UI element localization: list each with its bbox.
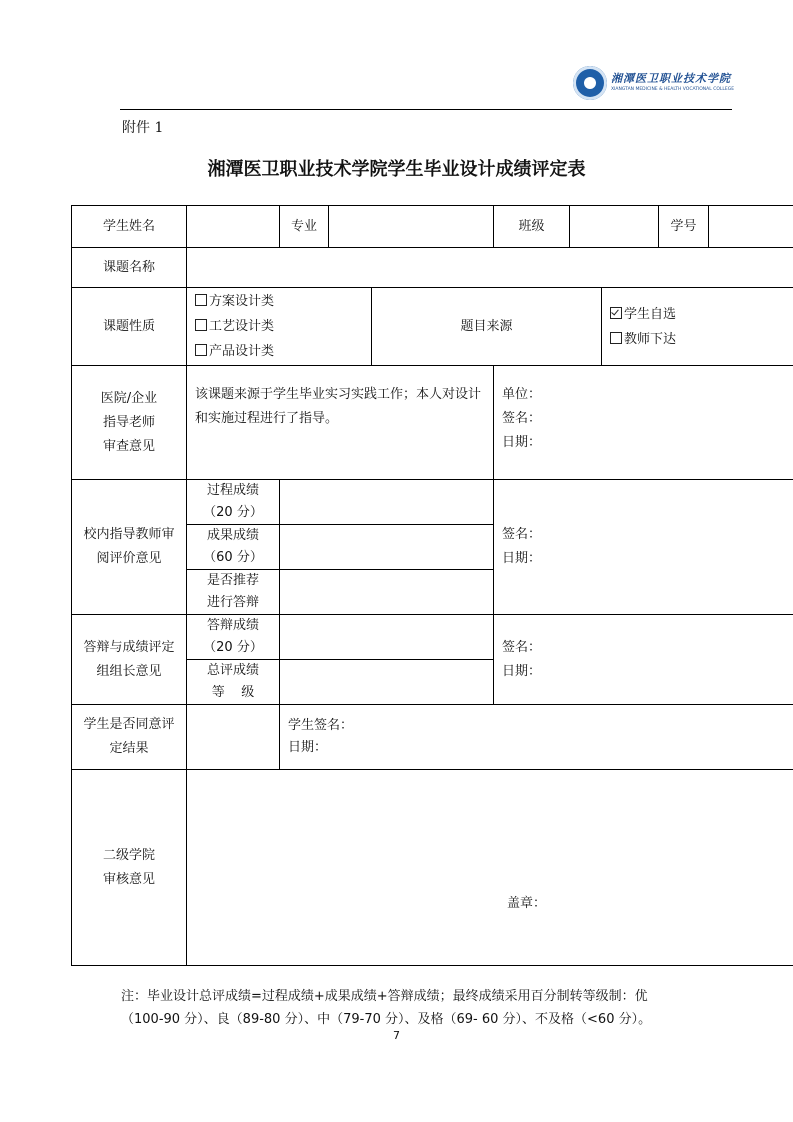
college-emblem-icon: [573, 66, 607, 100]
hospital-signature-area: [494, 366, 793, 480]
page-number: 7: [393, 1029, 400, 1042]
college-review-label: 二级学院 审核意见: [72, 770, 187, 966]
defense-score-row: [72, 615, 793, 660]
student-name-label: 学生姓名: [72, 206, 187, 248]
process-score-field[interactable]: [280, 480, 494, 525]
major-label: 专业: [280, 206, 329, 248]
total-grade-label: 总评成绩 等 级: [187, 660, 280, 705]
topic-source-options: [602, 288, 793, 366]
major-field[interactable]: [329, 206, 494, 248]
student-signature-area: [280, 705, 793, 770]
grade-evaluation-form: [71, 205, 793, 966]
unit-label: 单位：: [502, 387, 542, 402]
student-info-row: [72, 206, 793, 248]
sign-label: 签名：: [502, 411, 542, 426]
hospital-opinion: 该课题来源于学生毕业实习实践工作；本人对设计和实施过程进行了指导。: [187, 366, 494, 480]
total-grade-field[interactable]: [280, 660, 494, 705]
result-score-field[interactable]: [280, 525, 494, 570]
defense-score-label: 答辩成绩 （20 分）: [187, 615, 280, 660]
process-score-label: 过程成绩 （20 分）: [187, 480, 280, 525]
class-label: 班级: [494, 206, 570, 248]
result-score-label: 成果成绩 （60 分）: [187, 525, 280, 570]
defense-group-label: 答辩与成绩评定 组组长意见: [72, 615, 187, 705]
student-id-label: 学号: [659, 206, 709, 248]
header-divider: [120, 109, 732, 110]
student-agree-field[interactable]: [187, 705, 280, 770]
checkbox-icon[interactable]: [610, 332, 622, 344]
college-logo: [573, 66, 735, 102]
checkbox-icon[interactable]: [195, 319, 207, 331]
class-field[interactable]: [570, 206, 659, 248]
topic-nature-row: [72, 288, 793, 366]
page-title: 湘潭医卫职业技术学院学生毕业设计成绩评定表: [207, 159, 586, 180]
checkbox-icon[interactable]: [195, 294, 207, 306]
topic-nature-options: [187, 288, 372, 366]
attachment-label: 附件 1: [122, 120, 164, 136]
college-review-row: [72, 770, 793, 966]
sign-label: 签名：: [502, 639, 542, 655]
school-advisor-label: 校内指导教师审 阅评价意见: [72, 480, 187, 615]
stamp-label: 盖章：: [507, 896, 547, 911]
student-agree-label: 学生是否同意评 定结果: [72, 705, 187, 770]
topic-nature-label: 课题性质: [72, 288, 187, 366]
topic-label: 课题名称: [72, 248, 187, 288]
nature-option-process[interactable]: 工艺设计类: [195, 314, 371, 339]
student-sign-label: 学生签名：: [288, 718, 354, 733]
date-label: 日期：: [502, 551, 542, 566]
defense-signature-area: [494, 615, 793, 705]
recommend-defense-field[interactable]: [280, 570, 494, 615]
sign-label: 签名：: [502, 527, 542, 542]
topic-source-label: 题目来源: [372, 288, 602, 366]
nature-option-product[interactable]: 产品设计类: [195, 339, 371, 364]
topic-field[interactable]: [187, 248, 793, 288]
date-label: 日期：: [502, 435, 542, 450]
logo-name: 湘潭医卫职业技术学院: [611, 72, 731, 85]
school-advisor-signature-area: [494, 480, 793, 615]
date-label: 日期：: [288, 740, 328, 755]
college-review-field[interactable]: [187, 770, 793, 966]
process-score-row: [72, 480, 793, 525]
source-option-self[interactable]: 学生自选: [610, 302, 793, 327]
hospital-review-row: [72, 366, 793, 480]
topic-row: [72, 248, 793, 288]
footnote: 注：毕业设计总评成绩=过程成绩+成果成绩+答辩成绩；最终成绩采用百分制转等级制：优（100-90 分）、良（89-80 分）、中（79-70 分）、及格（69- 60 分）、不及格（<60 分）。: [121, 989, 652, 1027]
defense-score-field[interactable]: [280, 615, 494, 660]
student-name-field[interactable]: [187, 206, 280, 248]
nature-option-plan[interactable]: 方案设计类: [195, 289, 371, 314]
source-option-teacher[interactable]: 教师下达: [610, 327, 793, 352]
recommend-defense-label: 是否推荐 进行答辩: [187, 570, 280, 615]
hospital-review-label: 医院/企业 指导老师 审查意见: [72, 366, 187, 480]
student-id-field[interactable]: [709, 206, 793, 248]
logo-english-name: XIANGTAN MEDICINE & HEALTH VOCATIONAL COLLEGE: [611, 87, 735, 92]
student-agree-row: [72, 705, 793, 770]
checked-checkbox-icon[interactable]: [610, 307, 622, 319]
date-label: 日期：: [502, 663, 542, 679]
checkbox-icon[interactable]: [195, 344, 207, 356]
